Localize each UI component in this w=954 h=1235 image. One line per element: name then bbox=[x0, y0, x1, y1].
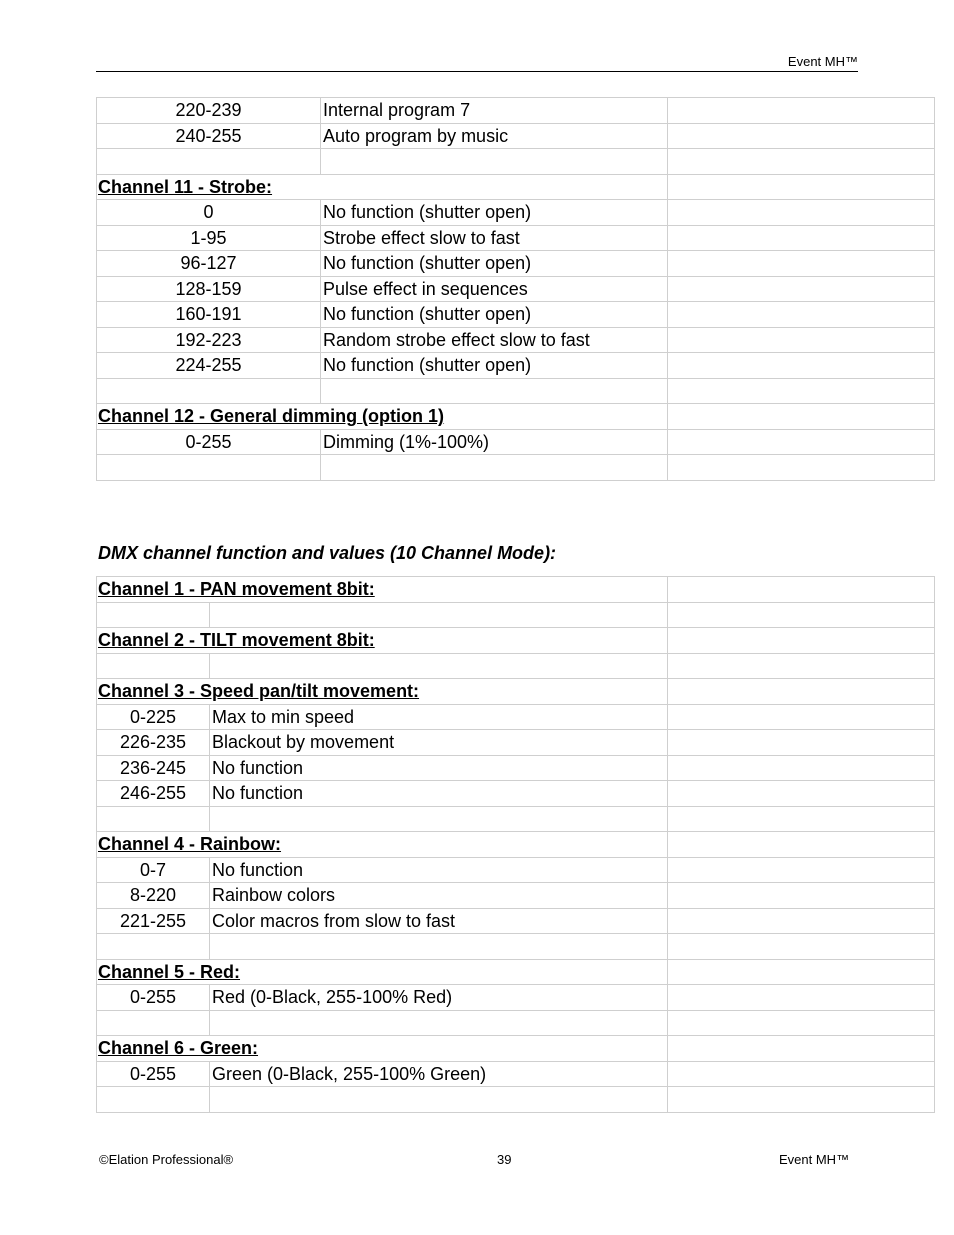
table-row bbox=[97, 123, 935, 149]
empty-cell bbox=[668, 806, 935, 832]
empty-cell bbox=[668, 653, 935, 679]
function-cell: No function bbox=[210, 781, 668, 807]
function-cell bbox=[210, 934, 668, 960]
dmx-range-cell bbox=[97, 1010, 210, 1036]
empty-cell bbox=[668, 276, 935, 302]
empty-cell bbox=[668, 679, 935, 705]
dmx-range-cell: 0-255 bbox=[97, 429, 321, 455]
empty-cell bbox=[668, 98, 935, 124]
function-cell bbox=[321, 455, 668, 481]
function-cell: No function bbox=[210, 755, 668, 781]
dmx-range-cell: 128-159 bbox=[97, 276, 321, 302]
empty-cell bbox=[668, 353, 935, 379]
dmx-range-cell: 0-255 bbox=[97, 985, 210, 1011]
channel-heading: Channel 3 - Speed pan/tilt movement: bbox=[97, 679, 668, 705]
channel-heading-row bbox=[97, 404, 935, 430]
function-cell: No function (shutter open) bbox=[321, 251, 668, 277]
table-row bbox=[97, 200, 935, 226]
empty-cell bbox=[668, 628, 935, 654]
function-cell bbox=[210, 653, 668, 679]
channel-heading-row bbox=[97, 577, 935, 603]
channel-heading: Channel 5 - Red: bbox=[97, 959, 668, 985]
channel-heading-row bbox=[97, 959, 935, 985]
dmx-range-cell bbox=[97, 806, 210, 832]
function-cell: Pulse effect in sequences bbox=[321, 276, 668, 302]
empty-cell bbox=[668, 577, 935, 603]
blank-row bbox=[97, 653, 935, 679]
function-cell bbox=[210, 602, 668, 628]
function-cell: Auto program by music bbox=[321, 123, 668, 149]
table-row bbox=[97, 985, 935, 1011]
function-cell: Red (0-Black, 255-100% Red) bbox=[210, 985, 668, 1011]
dmx-range-cell: 240-255 bbox=[97, 123, 321, 149]
empty-cell bbox=[668, 149, 935, 175]
table-row bbox=[97, 302, 935, 328]
header-brand: Event MH™ bbox=[787, 54, 858, 69]
function-cell: Green (0-Black, 255-100% Green) bbox=[210, 1061, 668, 1087]
empty-cell bbox=[668, 883, 935, 909]
blank-row bbox=[97, 1087, 935, 1113]
table-row bbox=[97, 755, 935, 781]
table-row bbox=[97, 908, 935, 934]
dmx-range-cell: 226-235 bbox=[97, 730, 210, 756]
empty-cell bbox=[668, 200, 935, 226]
table-row bbox=[97, 276, 935, 302]
footer-page-number: 39 bbox=[497, 1152, 512, 1167]
dmx-range-cell: 160-191 bbox=[97, 302, 321, 328]
dmx-range-cell bbox=[97, 934, 210, 960]
dmx-range-cell bbox=[97, 455, 321, 481]
blank-row bbox=[97, 934, 935, 960]
empty-cell bbox=[668, 378, 935, 404]
section-title: DMX channel function and values (10 Channel Mode): bbox=[98, 543, 557, 563]
function-cell: Dimming (1%-100%) bbox=[321, 429, 668, 455]
empty-cell bbox=[668, 908, 935, 934]
function-cell bbox=[210, 1010, 668, 1036]
dmx-range-cell: 246-255 bbox=[97, 781, 210, 807]
dmx-range-cell bbox=[97, 1087, 210, 1113]
table-row bbox=[97, 781, 935, 807]
blank-row bbox=[97, 149, 935, 175]
empty-cell bbox=[668, 1010, 935, 1036]
empty-cell bbox=[668, 225, 935, 251]
function-cell: Internal program 7 bbox=[321, 98, 668, 124]
function-cell bbox=[210, 1087, 668, 1113]
dmx-range-cell bbox=[97, 149, 321, 175]
empty-cell bbox=[668, 455, 935, 481]
channel-heading: Channel 6 - Green: bbox=[97, 1036, 668, 1062]
channel-heading: Channel 4 - Rainbow: bbox=[97, 832, 668, 858]
empty-cell bbox=[668, 857, 935, 883]
function-cell: Random strobe effect slow to fast bbox=[321, 327, 668, 353]
footer-brand: Event MH™ bbox=[779, 1152, 850, 1167]
dmx-range-cell: 8-220 bbox=[97, 883, 210, 909]
table-row bbox=[97, 1061, 935, 1087]
function-cell: No function (shutter open) bbox=[321, 302, 668, 328]
function-cell: No function bbox=[210, 857, 668, 883]
empty-cell bbox=[668, 1061, 935, 1087]
empty-cell bbox=[668, 404, 935, 430]
channel-heading: Channel 12 - General dimming (option 1) bbox=[97, 404, 668, 430]
table-row bbox=[97, 353, 935, 379]
dmx-range-cell: 0-7 bbox=[97, 857, 210, 883]
empty-cell bbox=[668, 755, 935, 781]
dmx-range-cell: 221-255 bbox=[97, 908, 210, 934]
function-cell: Color macros from slow to fast bbox=[210, 908, 668, 934]
empty-cell bbox=[668, 934, 935, 960]
dmx-range-cell: 0 bbox=[97, 200, 321, 226]
empty-cell bbox=[668, 985, 935, 1011]
function-cell: Max to min speed bbox=[210, 704, 668, 730]
dmx-range-cell: 224-255 bbox=[97, 353, 321, 379]
empty-cell bbox=[668, 1087, 935, 1113]
channel-heading: Channel 11 - Strobe: bbox=[97, 174, 668, 200]
dmx-range-cell: 0-225 bbox=[97, 704, 210, 730]
dmx-range-cell: 96-127 bbox=[97, 251, 321, 277]
empty-cell bbox=[668, 251, 935, 277]
empty-cell bbox=[668, 429, 935, 455]
function-cell: Rainbow colors bbox=[210, 883, 668, 909]
empty-cell bbox=[668, 174, 935, 200]
channel-heading-row bbox=[97, 628, 935, 654]
table-row bbox=[97, 857, 935, 883]
function-cell bbox=[321, 378, 668, 404]
function-cell bbox=[210, 806, 668, 832]
empty-cell bbox=[668, 781, 935, 807]
empty-cell bbox=[668, 1036, 935, 1062]
channel-table-10ch bbox=[96, 576, 935, 1113]
channel-heading: Channel 1 - PAN movement 8bit: bbox=[97, 577, 668, 603]
table-row bbox=[97, 327, 935, 353]
dmx-range-cell bbox=[97, 602, 210, 628]
blank-row bbox=[97, 1010, 935, 1036]
dmx-range-cell: 192-223 bbox=[97, 327, 321, 353]
blank-row bbox=[97, 806, 935, 832]
channel-heading: Channel 2 - TILT movement 8bit: bbox=[97, 628, 668, 654]
empty-cell bbox=[668, 123, 935, 149]
channel-table-continued bbox=[96, 97, 935, 481]
blank-row bbox=[97, 378, 935, 404]
empty-cell bbox=[668, 704, 935, 730]
channel-heading-row bbox=[97, 1036, 935, 1062]
table-row bbox=[97, 730, 935, 756]
table-row bbox=[97, 429, 935, 455]
channel-heading-row bbox=[97, 832, 935, 858]
channel-heading-row bbox=[97, 174, 935, 200]
table-row bbox=[97, 251, 935, 277]
footer-copyright: ©Elation Professional® bbox=[99, 1152, 234, 1167]
table-row bbox=[97, 225, 935, 251]
channel-heading-row bbox=[97, 679, 935, 705]
function-cell: Strobe effect slow to fast bbox=[321, 225, 668, 251]
empty-cell bbox=[668, 959, 935, 985]
empty-cell bbox=[668, 832, 935, 858]
table-row bbox=[97, 883, 935, 909]
empty-cell bbox=[668, 602, 935, 628]
empty-cell bbox=[668, 302, 935, 328]
dmx-range-cell: 220-239 bbox=[97, 98, 321, 124]
table-row bbox=[97, 704, 935, 730]
page-header bbox=[96, 48, 858, 72]
empty-cell bbox=[668, 730, 935, 756]
blank-row bbox=[97, 602, 935, 628]
table-row bbox=[97, 98, 935, 124]
dmx-range-cell bbox=[97, 378, 321, 404]
function-cell: Blackout by movement bbox=[210, 730, 668, 756]
function-cell: No function (shutter open) bbox=[321, 200, 668, 226]
dmx-range-cell bbox=[97, 653, 210, 679]
dmx-range-cell: 1-95 bbox=[97, 225, 321, 251]
dmx-range-cell: 236-245 bbox=[97, 755, 210, 781]
empty-cell bbox=[668, 327, 935, 353]
function-cell bbox=[321, 149, 668, 175]
blank-row bbox=[97, 455, 935, 481]
function-cell: No function (shutter open) bbox=[321, 353, 668, 379]
dmx-range-cell: 0-255 bbox=[97, 1061, 210, 1087]
